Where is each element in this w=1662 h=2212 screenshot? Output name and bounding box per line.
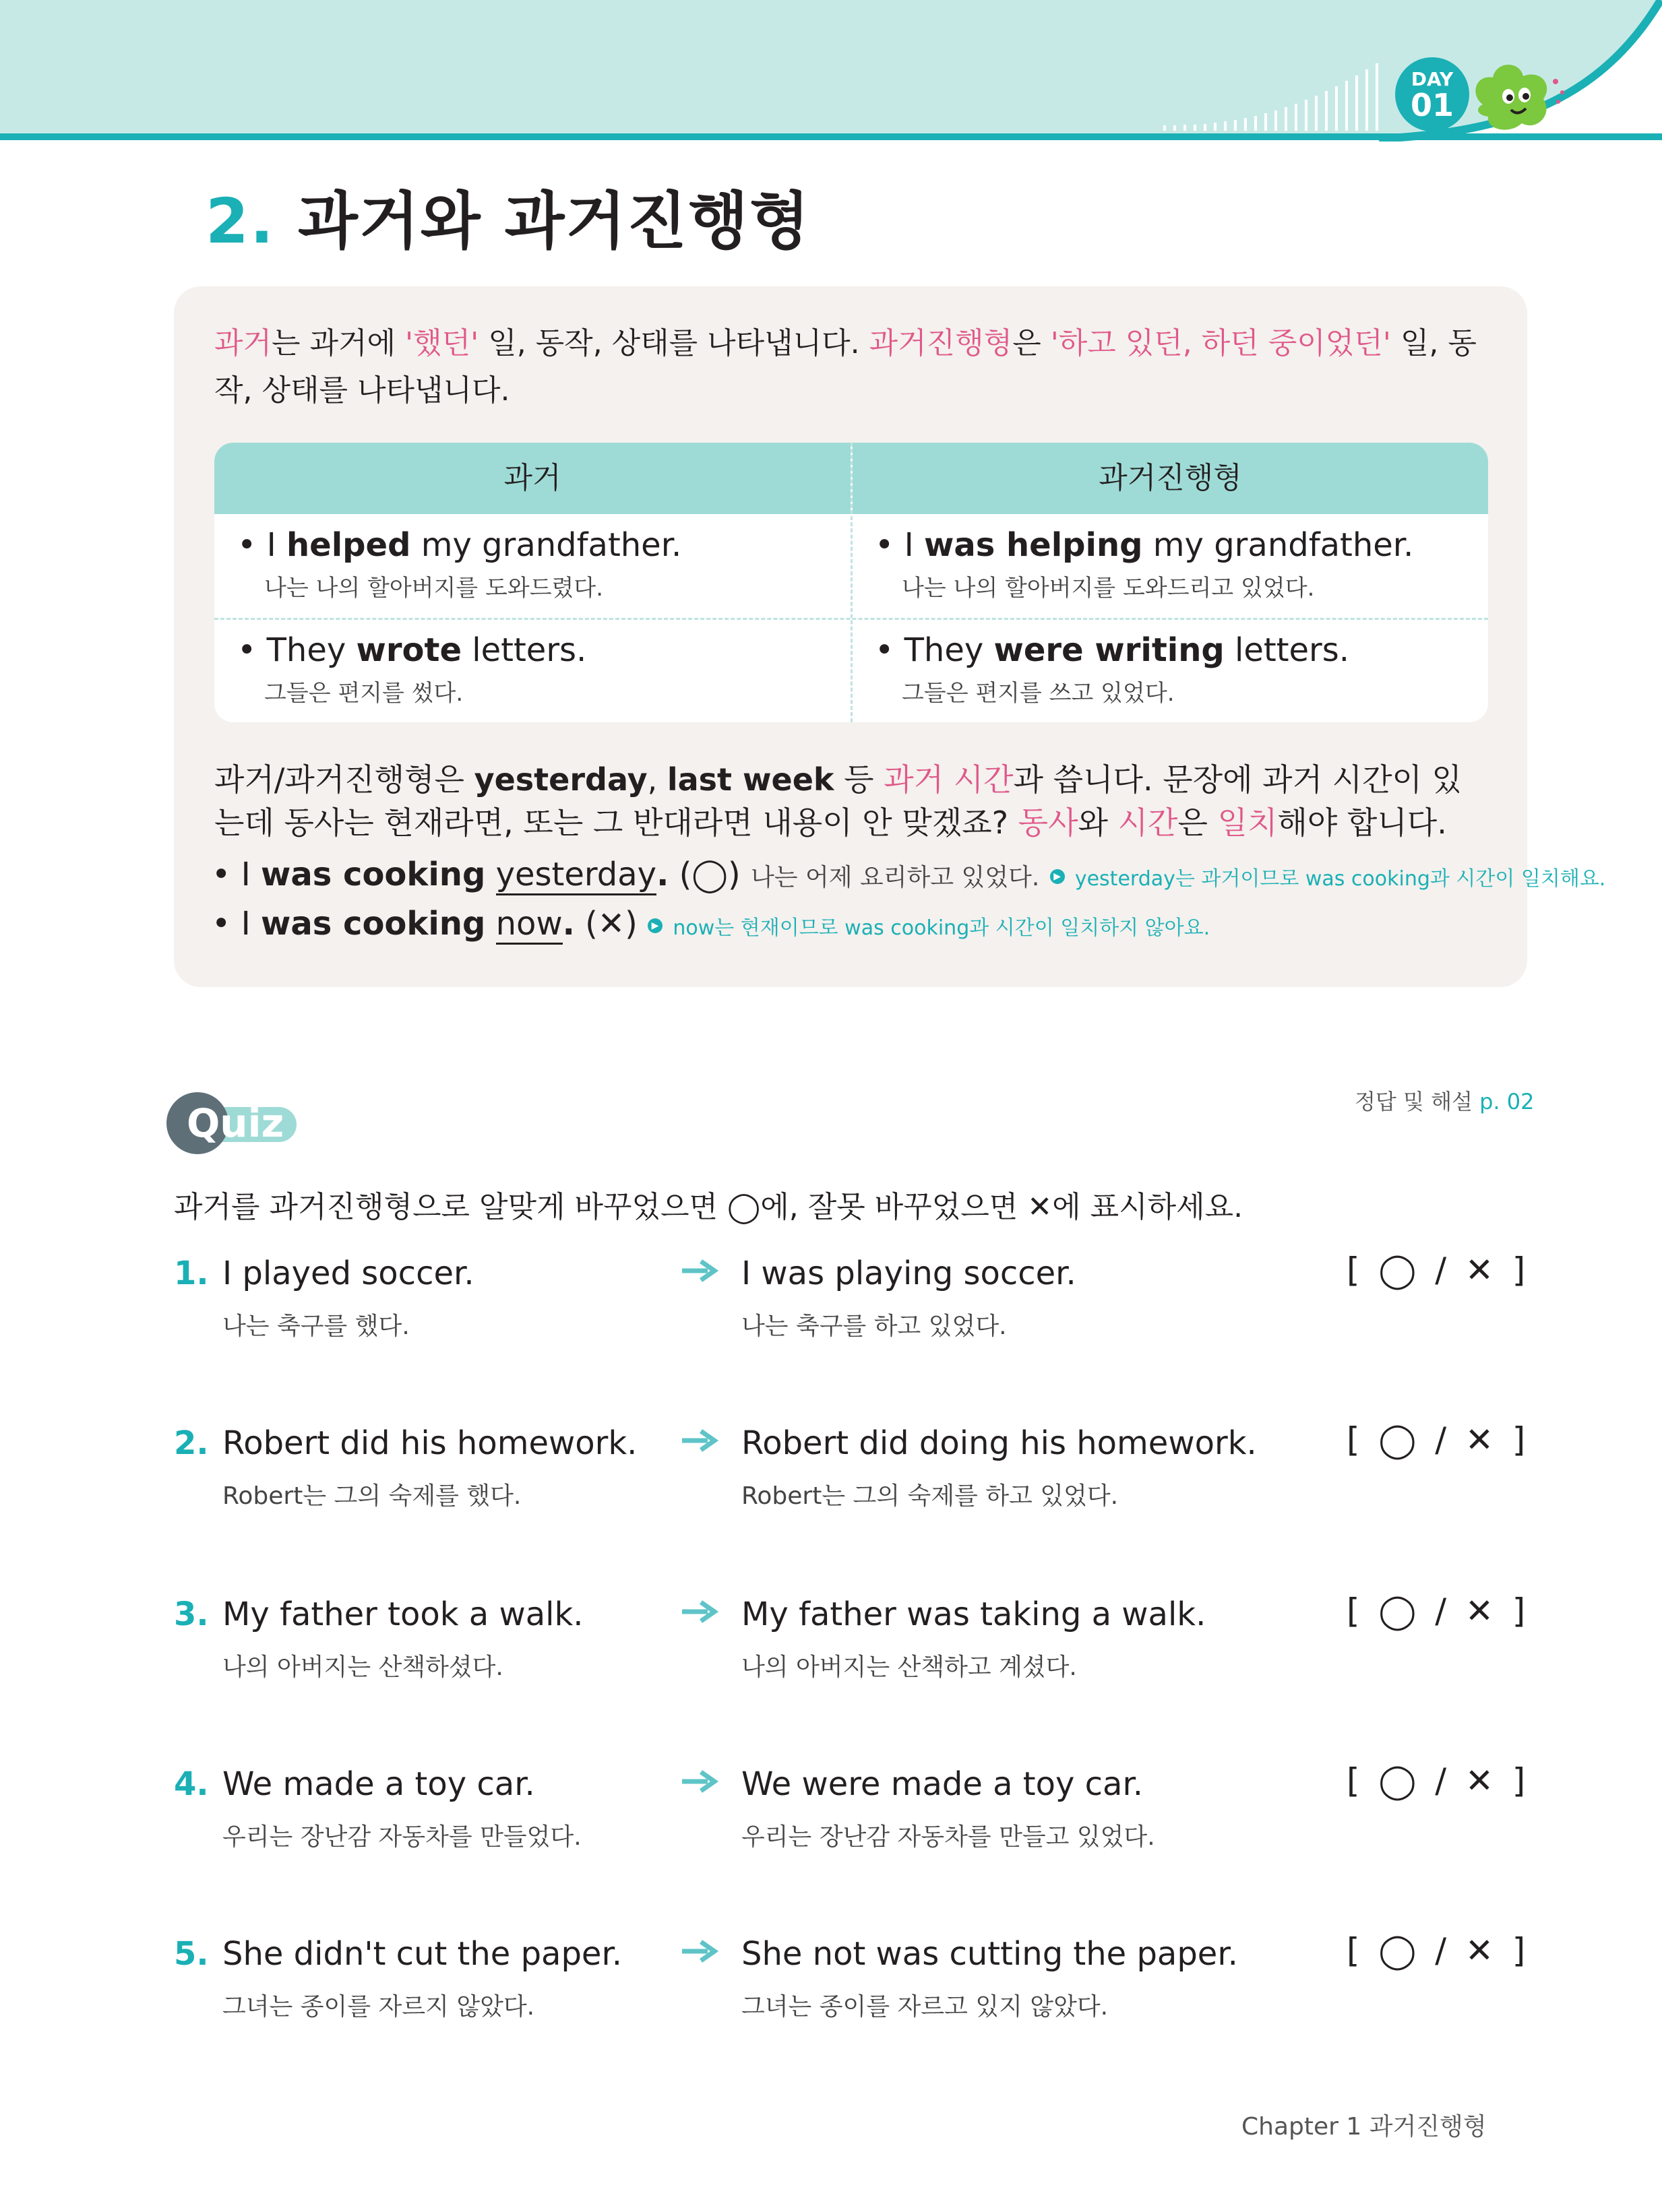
text-segment: last week <box>667 761 834 798</box>
text-segment: '하고 있던, 하던 중이었던' <box>1050 326 1391 360</box>
text-segment: 는 과거에 <box>272 326 406 360</box>
answer-reference <box>1355 1085 1534 1116</box>
answer-choice[interactable]: [ ◯ / ✕ ] <box>1347 1420 1526 1459</box>
answer-choice[interactable]: [ ◯ / ✕ ] <box>1347 1761 1526 1800</box>
cell-translation: 그들은 편지를 썼다. <box>264 680 464 707</box>
correct-mark: (◯) <box>679 856 741 893</box>
answer-ref-label: 정답 및 해설 <box>1355 1089 1480 1114</box>
original-translation: 그녀는 종이를 자르지 않았다. <box>222 1993 535 2021</box>
quiz-item <box>174 1761 1529 1880</box>
table-row-divider <box>214 618 1488 620</box>
quiz-number: 3. <box>174 1595 209 1633</box>
equalizer-bar <box>1295 104 1297 131</box>
converted-sentence: Robert did doing his homework. <box>741 1424 1257 1462</box>
arrow-right-icon <box>681 1427 718 1454</box>
incorrect-mark: (✕) <box>585 905 638 943</box>
converted-translation: 나의 아버지는 산책하고 계셨다. <box>741 1653 1077 1681</box>
cell-sentence <box>875 526 1413 564</box>
converted-sentence: My father was taking a walk. <box>741 1595 1206 1633</box>
converted-translation: Robert는 그의 숙제를 하고 있었다. <box>741 1482 1119 1510</box>
text-segment: 해야 합니다. <box>1277 804 1447 841</box>
highlighted-verb: wrote <box>356 631 462 669</box>
cell-translation: 나는 나의 할아버지를 도와드리고 있었다. <box>902 575 1315 602</box>
equalizer-bar <box>1365 69 1368 131</box>
quiz-number: 1. <box>174 1255 209 1292</box>
example-bullet: • I <box>212 905 261 943</box>
converted-sentence: She not was cutting the paper. <box>741 1935 1238 1973</box>
text-segment: 과 씁니다. 문장에 과거 시간이 있는데 동사는 현재라면, 또는 그 반대라면 내용이 안 맞겠죠? <box>214 761 1462 841</box>
example-bullet: • I <box>212 856 261 893</box>
cell-sentence <box>237 526 681 564</box>
equalizer-bar <box>1325 91 1328 131</box>
text-segment: 과거 <box>214 326 272 360</box>
table-cell-past-2 <box>237 631 586 707</box>
table-column-divider <box>851 443 853 722</box>
example-note: yesterday는 과거이므로 was cooking과 시간이 일치해요. <box>1074 867 1606 891</box>
cell-translation: 나는 나의 할아버지를 도와드렸다. <box>264 575 604 602</box>
play-bullet-icon: ▶ <box>1050 869 1065 884</box>
cell-translation: 그들은 편지를 쓰고 있었다. <box>902 680 1175 707</box>
text-segment: 과거 시간 <box>884 761 1014 798</box>
original-translation: 나는 축구를 했다. <box>222 1313 410 1340</box>
highlighted-verb: helped <box>286 526 411 564</box>
text-segment: 과거진행형 <box>869 326 1013 360</box>
play-bullet-icon: ▶ <box>648 918 663 933</box>
equalizer-bar <box>1163 125 1166 131</box>
converted-translation: 우리는 장난감 자동차를 만들고 있었다. <box>741 1823 1155 1851</box>
example-verb: was cooking <box>260 856 486 893</box>
intro-paragraph <box>214 320 1488 414</box>
example-verb: was cooking <box>260 905 486 943</box>
equalizer-bar <box>1214 123 1217 131</box>
original-translation: 우리는 장난감 자동차를 만들었다. <box>222 1823 582 1851</box>
equalizer-bar <box>1376 63 1378 131</box>
equalizer-bar <box>1274 110 1277 131</box>
converted-sentence: I was playing soccer. <box>741 1255 1076 1292</box>
equalizer-bar <box>1254 116 1257 131</box>
equalizer-bar <box>1204 124 1206 131</box>
text-segment: my grandfather. <box>410 526 682 564</box>
text-segment: 과거/과거진행형은 <box>214 761 474 798</box>
text-segment: 시간 <box>1117 804 1178 841</box>
text-segment: 일치 <box>1217 804 1278 841</box>
text-segment: letters. <box>462 631 587 669</box>
page-footer: Chapter 1 과거진행형 <box>1241 2113 1487 2141</box>
text-segment: '했던' <box>405 326 479 360</box>
example-time: yesterday <box>496 856 656 895</box>
answer-choice[interactable]: [ ◯ / ✕ ] <box>1347 1931 1526 1970</box>
cell-sentence <box>237 631 586 669</box>
equalizer-bar <box>1224 121 1227 131</box>
quiz-item <box>174 1420 1529 1539</box>
equalizer-bar <box>1173 125 1176 131</box>
quiz-item <box>174 1251 1529 1369</box>
text-segment: my grandfather. <box>1142 526 1414 564</box>
table-header-past: 과거 <box>214 443 851 514</box>
text-segment: • I <box>237 526 286 564</box>
quiz-number: 4. <box>174 1765 209 1803</box>
quiz-item <box>174 1931 1529 2050</box>
text-segment: • They <box>875 631 994 669</box>
table-header-past-progressive: 과거진행형 <box>853 443 1488 514</box>
quiz-number: 2. <box>174 1424 209 1462</box>
original-translation: 나의 아버지는 산책하셨다. <box>222 1653 503 1681</box>
example-translation: 나는 어제 요리하고 있었다. <box>751 864 1040 891</box>
text-segment: 동사 <box>1018 804 1078 841</box>
equalizer-bar <box>1315 96 1318 131</box>
rule-paragraph <box>214 758 1488 844</box>
text-segment: 은 <box>1177 804 1218 841</box>
quiz-number: 5. <box>174 1935 209 1973</box>
equalizer-bar <box>1345 81 1348 131</box>
example-correct <box>212 856 1605 893</box>
text-segment: 일, 동작, 상태를 나타냅니다. <box>479 326 869 360</box>
example-period: . <box>656 856 669 893</box>
equalizer-bar <box>1305 100 1307 131</box>
example-time: now <box>496 905 563 945</box>
text-segment: , <box>647 761 667 798</box>
day-label: DAY <box>1411 68 1454 90</box>
text-segment: • I <box>875 526 924 564</box>
text-segment: letters. <box>1224 631 1350 669</box>
text-segment: 일, 동작, 상태를 나타냅니다. <box>214 326 1477 408</box>
section-number: 2. <box>206 185 275 257</box>
summary-box <box>174 286 1606 987</box>
section-title <box>206 172 811 261</box>
text-segment: 은 <box>1012 326 1051 360</box>
highlighted-verb: was helping <box>923 526 1143 564</box>
answer-choice[interactable]: [ ◯ / ✕ ] <box>1347 1251 1526 1290</box>
answer-choice[interactable]: [ ◯ / ✕ ] <box>1347 1591 1526 1631</box>
text-segment: yesterday <box>474 761 648 798</box>
original-sentence: She didn't cut the paper. <box>222 1935 623 1973</box>
equalizer-bar <box>1355 75 1358 131</box>
highlighted-verb: were writing <box>993 631 1225 669</box>
equalizer-bar <box>1194 125 1196 131</box>
equalizer-bar <box>1285 107 1287 131</box>
quiz-item <box>174 1591 1529 1710</box>
converted-translation: 그녀는 종이를 자르고 있지 않았다. <box>741 1993 1109 2021</box>
converted-translation: 나는 축구를 하고 있었다. <box>741 1313 1007 1340</box>
original-sentence: I played soccer. <box>222 1255 474 1292</box>
equalizer-bar <box>1264 113 1267 131</box>
equalizer-bars-decoration <box>1159 61 1388 135</box>
day-badge <box>1395 57 1469 131</box>
arrow-right-icon <box>681 1938 718 1965</box>
arrow-right-icon <box>681 1257 718 1284</box>
quiz-badge-text: Quiz <box>187 1100 284 1146</box>
text-segment: 와 <box>1078 804 1118 841</box>
comparison-table <box>214 443 1488 722</box>
original-translation: Robert는 그의 숙제를 했다. <box>222 1482 522 1510</box>
example-note: now는 현재이므로 was cooking과 시간이 일치하지 않아요. <box>673 916 1210 940</box>
table-cell-past-1 <box>237 526 681 602</box>
quiz-badge <box>165 1088 300 1156</box>
table-cell-progressive-2 <box>875 631 1349 707</box>
original-sentence: My father took a walk. <box>222 1595 584 1633</box>
arrow-right-icon <box>681 1598 718 1625</box>
section-title-text: 과거와 과거진행형 <box>298 185 811 257</box>
answer-ref-page[interactable]: p. 02 <box>1479 1089 1535 1114</box>
cell-sentence <box>875 631 1349 669</box>
arrow-right-icon <box>681 1768 718 1795</box>
day-number: 01 <box>1410 87 1454 123</box>
table-cell-progressive-1 <box>875 526 1413 602</box>
header-divider <box>0 133 1662 140</box>
example-period: . <box>562 905 575 943</box>
equalizer-bar <box>1234 120 1237 131</box>
text-segment: • They <box>237 631 357 669</box>
mascot-icon <box>1469 57 1570 138</box>
converted-sentence: We were made a toy car. <box>741 1765 1144 1803</box>
text-segment: 등 <box>834 761 884 798</box>
original-sentence: Robert did his homework. <box>222 1424 638 1462</box>
equalizer-bar <box>1244 118 1247 131</box>
equalizer-bar <box>1335 86 1338 131</box>
equalizer-bar <box>1183 125 1186 131</box>
quiz-instruction: 과거를 과거진행형으로 알맞게 바꾸었으면 ◯에, 잘못 바꾸었으면 ✕에 표시하세요. <box>174 1190 1243 1224</box>
original-sentence: We made a toy car. <box>222 1765 535 1803</box>
example-incorrect <box>212 905 1210 943</box>
